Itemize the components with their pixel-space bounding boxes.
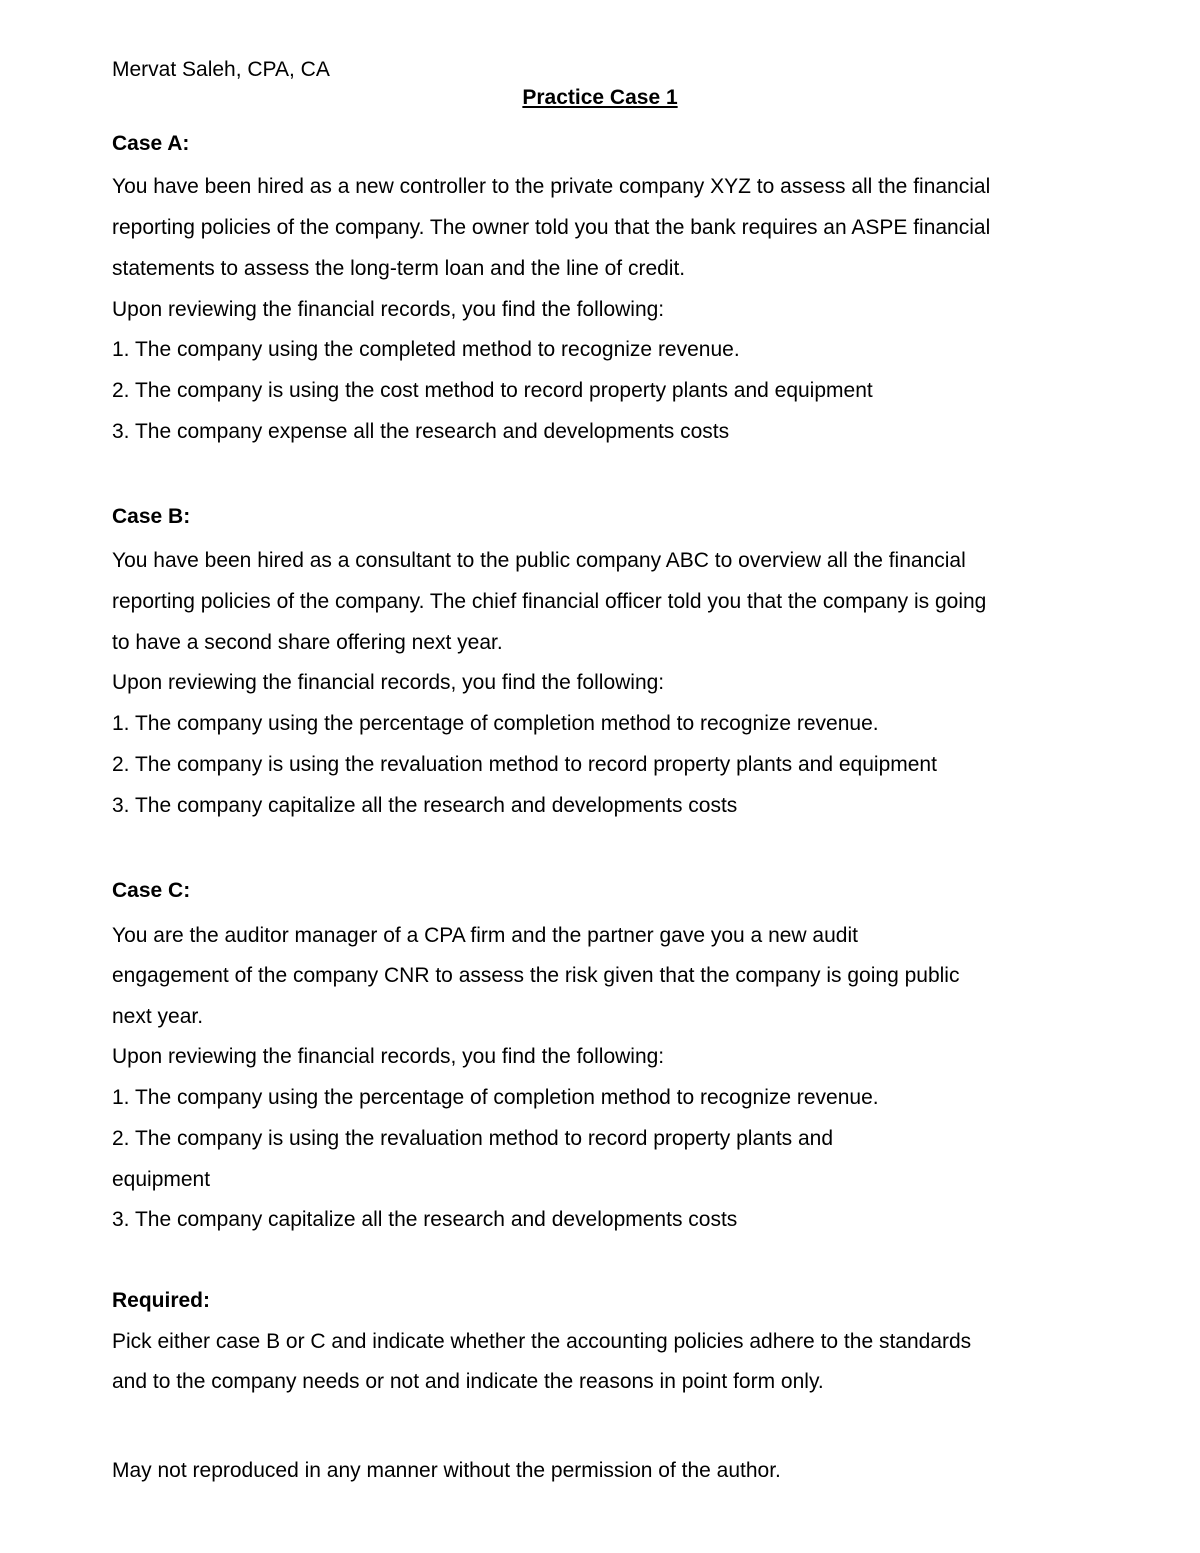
case-a-intro-line: statements to assess the long-term loan and the line of credit. — [112, 257, 686, 280]
case-a-intro-line: reporting policies of the company. The owner told you that the bank requires an ASPE financial — [112, 216, 991, 239]
required-heading: Required: — [112, 1289, 211, 1312]
case-c-review-lead: Upon reviewing the financial records, you find the following: — [112, 1045, 665, 1068]
case-b-finding: 2. The company is using the revaluation method to record property plants and equipment — [112, 753, 937, 776]
author-line: Mervat Saleh, CPA, CA — [112, 58, 330, 81]
case-b-intro-line: reporting policies of the company. The chief financial officer told you that the company is going — [112, 590, 987, 613]
case-a-review-lead: Upon reviewing the financial records, you find the following: — [112, 298, 665, 321]
required-text-line: Pick either case B or C and indicate whether the accounting policies adhere to the standards — [112, 1330, 972, 1353]
case-c-intro-line: next year. — [112, 1005, 204, 1028]
copyright-notice: May not reproduced in any manner without the permission of the author. — [112, 1459, 781, 1482]
case-c-heading: Case C: — [112, 879, 191, 902]
case-b-review-lead: Upon reviewing the financial records, you find the following: — [112, 671, 665, 694]
case-b-heading: Case B: — [112, 505, 191, 528]
page-title: Practice Case 1 — [522, 86, 678, 109]
case-c-finding: 2. The company is using the revaluation method to record property plants and — [112, 1127, 834, 1150]
case-a-intro-line: You have been hired as a new controller to the private company XYZ to assess all the financial — [112, 175, 991, 198]
case-b-finding: 1. The company using the percentage of completion method to recognize revenue. — [112, 712, 879, 735]
case-c-intro-line: You are the auditor manager of a CPA firm and the partner gave you a new audit — [112, 924, 858, 947]
case-c-finding: equipment — [112, 1168, 211, 1191]
case-c-finding: 1. The company using the percentage of completion method to recognize revenue. — [112, 1086, 879, 1109]
required-text-line: and to the company needs or not and indicate the reasons in point form only. — [112, 1370, 824, 1393]
case-b-finding: 3. The company capitalize all the research and developments costs — [112, 794, 738, 817]
case-c-finding: 3. The company capitalize all the research and developments costs — [112, 1208, 738, 1231]
case-b-intro-line: to have a second share offering next year. — [112, 631, 503, 654]
case-a-finding: 2. The company is using the cost method to record property plants and equipment — [112, 379, 873, 402]
case-a-heading: Case A: — [112, 132, 190, 155]
case-a-finding: 1. The company using the completed method to recognize revenue. — [112, 338, 740, 361]
case-b-intro-line: You have been hired as a consultant to the public company ABC to overview all the financial — [112, 549, 966, 572]
case-c-intro-line: engagement of the company CNR to assess the risk given that the company is going public — [112, 964, 960, 987]
case-a-finding: 3. The company expense all the research and developments costs — [112, 420, 730, 443]
